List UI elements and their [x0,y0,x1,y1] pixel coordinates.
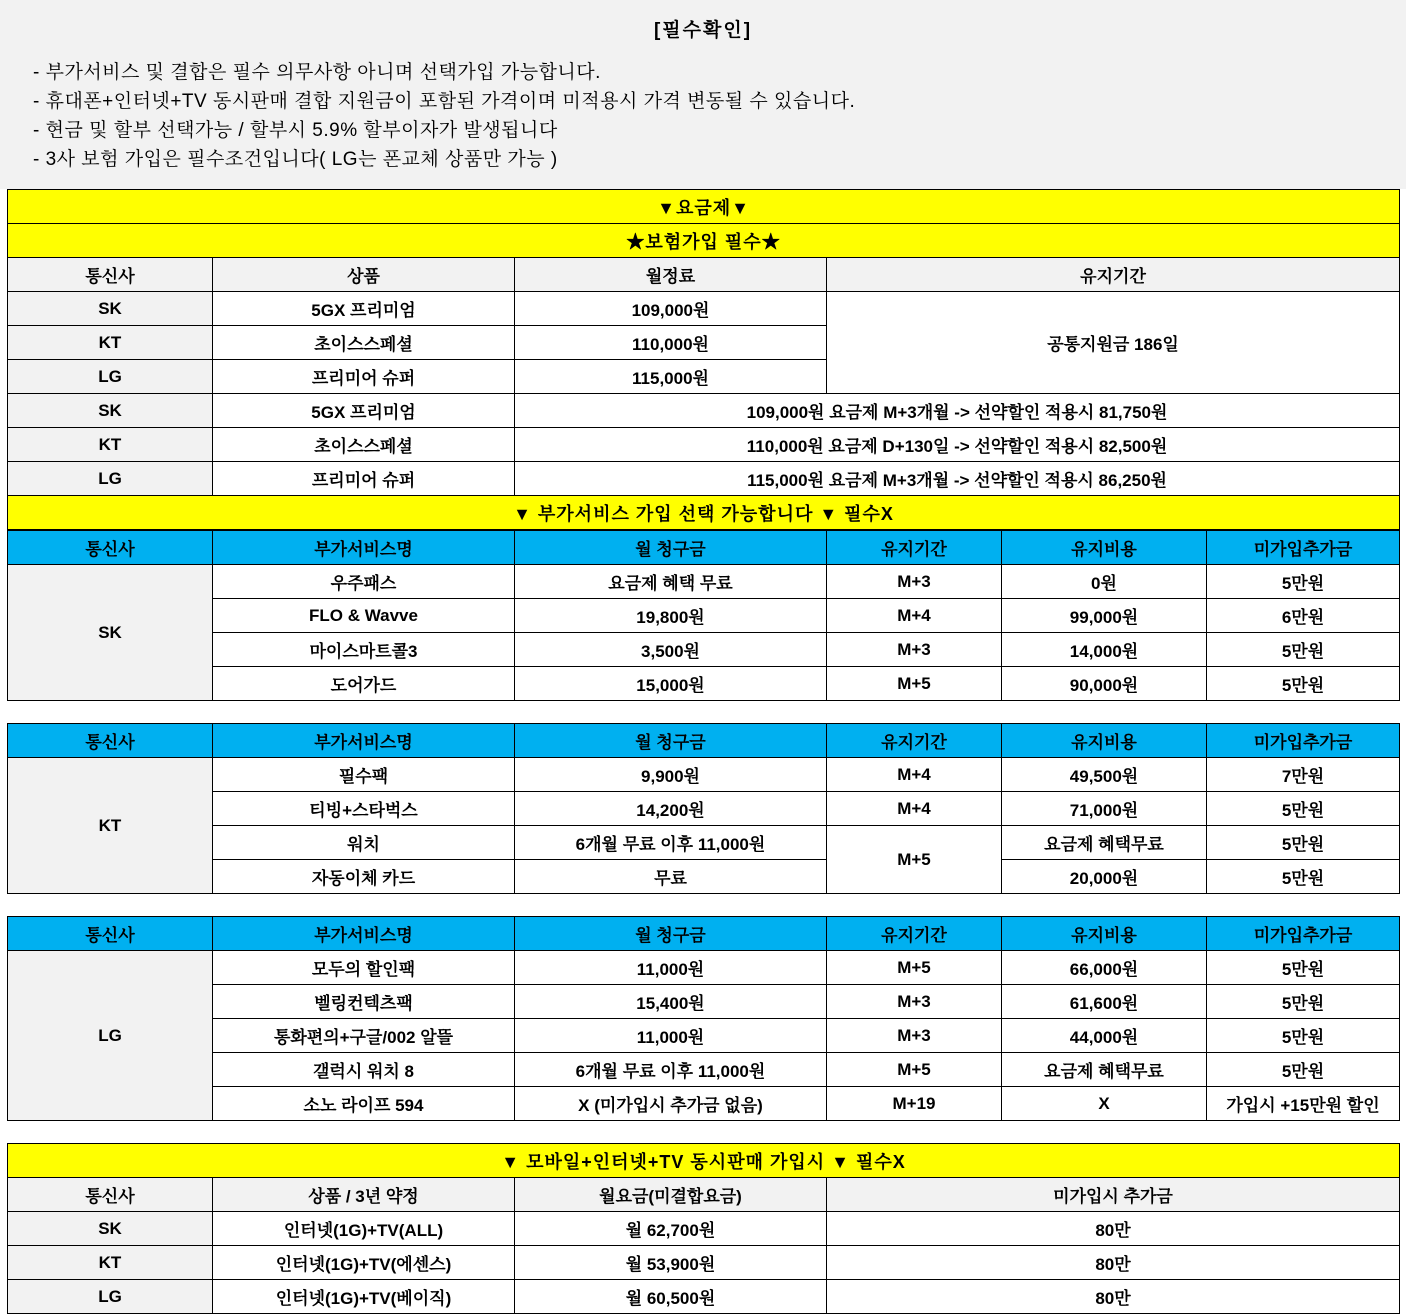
plan-discount-detail: 115,000원 요금제 M+3개월 -> 선약할인 적용시 86,250원 [515,462,1400,496]
addon-name: 자동이체 카드 [213,860,515,894]
addon-name: 갤럭시 워치 8 [213,1053,515,1087]
col-header-period: 유지기간 [827,917,1002,951]
addon-carrier-lg: LG [8,951,213,1121]
plan-product: 프리미어 슈퍼 [213,462,515,496]
addon-penalty: 가입시 +15만원 할인 [1207,1087,1400,1121]
addon-period: M+5 [827,667,1002,701]
addon-period: M+5 [827,1053,1002,1087]
col-header-addon-name: 부가서비스명 [213,724,515,758]
col-header-product: 상품 [213,258,515,292]
table-row [8,1019,1400,1053]
addon-carrier-kt: KT [8,758,213,894]
plan-table [7,189,1400,530]
addon-band-title: ▼ 부가서비스 가입 선택 가능합니다 ▼ 필수X [8,496,1400,530]
plan-band-insurance: ★보험가입 필수★ [8,224,1400,258]
combo-carrier: LG [8,1280,213,1314]
col-header-monthly: 월 청구금 [515,531,827,565]
table-row [8,1087,1400,1121]
table-row [8,565,1400,599]
addon-cost: 요금제 혜택무료 [1002,1053,1207,1087]
addon-name: 도어가드 [213,667,515,701]
addon-cost: 99,000원 [1002,599,1207,633]
addon-name: 소노 라이프 594 [213,1087,515,1121]
table-row [8,1280,1400,1314]
addon-penalty: 7만원 [1207,758,1400,792]
col-header-carrier: 통신사 [8,1178,213,1212]
addon-cost: 0원 [1002,565,1207,599]
col-header-addon-name: 부가서비스명 [213,531,515,565]
addon-penalty: 6만원 [1207,599,1400,633]
notice-line: - 휴대폰+인터넷+TV 동시판매 결합 지원금이 포함된 가격이며 미적용시 가격 변동될 수 있습니다. [33,91,856,112]
table-row [8,758,1400,792]
col-header-period: 유지기간 [827,258,1400,292]
addon-monthly: 15,400원 [515,985,827,1019]
addon-monthly: 19,800원 [515,599,827,633]
col-header-carrier: 통신사 [8,724,213,758]
addon-penalty: 5만원 [1207,565,1400,599]
addon-penalty: 5만원 [1207,667,1400,701]
addon-period: M+5 [827,951,1002,985]
addon-cost: 66,000원 [1002,951,1207,985]
table-row [8,792,1400,826]
col-header-cost: 유지비용 [1002,531,1207,565]
table-row [8,224,1400,258]
addon-period: M+3 [827,633,1002,667]
table-header-row [8,531,1400,565]
table-row [8,1212,1400,1246]
plan-product: 5GX 프리미엄 [213,394,515,428]
addon-table-kt [7,723,1400,894]
table-row [8,462,1400,496]
col-header-carrier: 통신사 [8,531,213,565]
notice-title: [필수확인] [653,20,753,41]
addon-cost: 71,000원 [1002,792,1207,826]
table-row [8,633,1400,667]
table-row [8,428,1400,462]
table-row [8,985,1400,1019]
table-header-row [8,1178,1400,1212]
addon-table-lg [7,916,1400,1121]
addon-cost: 요금제 혜택무료 [1002,826,1207,860]
table-row [8,1246,1400,1280]
combo-carrier: KT [8,1246,213,1280]
combo-penalty: 80만 [827,1246,1400,1280]
col-header-penalty: 미가입시 추가금 [827,1178,1400,1212]
plan-fee: 110,000원 [515,326,827,360]
addon-monthly: 11,000원 [515,1019,827,1053]
plan-fee: 115,000원 [515,360,827,394]
col-header-fee: 월정료 [515,258,827,292]
addon-name: 마이스마트콜3 [213,633,515,667]
combo-fee: 월 53,900원 [515,1246,827,1280]
addon-penalty: 5만원 [1207,985,1400,1019]
col-header-product: 상품 / 3년 약정 [213,1178,515,1212]
addon-name: 통화편의+구글/002 알뜰 [213,1019,515,1053]
notice-line: - 3사 보험 가입은 필수조건입니다( LG는 폰교체 상품만 가능 ) [33,149,558,170]
addon-penalty: 5만원 [1207,1053,1400,1087]
col-header-monthly: 월 청구금 [515,917,827,951]
combo-product: 인터넷(1G)+TV(베이직) [213,1280,515,1314]
plan-product: 프리미어 슈퍼 [213,360,515,394]
addon-name: FLO & Wavve [213,599,515,633]
table-header-row [8,724,1400,758]
addon-penalty: 5만원 [1207,951,1400,985]
addon-period: M+19 [827,1087,1002,1121]
addon-period: M+3 [827,565,1002,599]
col-header-cost: 유지비용 [1002,917,1207,951]
addon-name: 벨링컨텍츠팩 [213,985,515,1019]
plan-carrier: LG [8,462,213,496]
notice-list [1,58,1405,174]
addon-period: M+5 [827,826,1002,894]
addon-cost: 90,000원 [1002,667,1207,701]
combo-penalty: 80만 [827,1212,1400,1246]
addon-name: 우주패스 [213,565,515,599]
addon-monthly: 무료 [515,860,827,894]
addon-penalty: 5만원 [1207,633,1400,667]
plan-product: 초이스스페셜 [213,326,515,360]
addon-period: M+4 [827,792,1002,826]
addon-penalty: 5만원 [1207,1019,1400,1053]
col-header-monthly-fee: 월요금(미결합요금) [515,1178,827,1212]
plan-discount-detail: 110,000원 요금제 D+130일 -> 선약할인 적용시 82,500원 [515,428,1400,462]
addon-period: M+3 [827,1019,1002,1053]
combo-band-title: ▼ 모바일+인터넷+TV 동시판매 가입시 ▼ 필수X [8,1144,1400,1178]
section-gap [0,1121,1406,1143]
plan-carrier: SK [8,292,213,326]
addon-name: 필수팩 [213,758,515,792]
col-header-penalty: 미가입추가금 [1207,724,1400,758]
table-row [8,496,1400,530]
col-header-monthly: 월 청구금 [515,724,827,758]
combo-penalty: 80만 [827,1280,1400,1314]
addon-table-sk [7,530,1400,701]
addon-penalty: 5만원 [1207,826,1400,860]
table-row [8,1053,1400,1087]
plan-carrier: LG [8,360,213,394]
col-header-period: 유지기간 [827,724,1002,758]
col-header-penalty: 미가입추가금 [1207,531,1400,565]
addon-cost: 14,000원 [1002,633,1207,667]
plan-fee: 109,000원 [515,292,827,326]
plan-carrier: SK [8,394,213,428]
addon-monthly: 9,900원 [515,758,827,792]
addon-name: 모두의 할인팩 [213,951,515,985]
addon-carrier-sk: SK [8,565,213,701]
combo-carrier: SK [8,1212,213,1246]
table-row [8,951,1400,985]
section-gap [0,894,1406,916]
table-row [8,826,1400,860]
col-header-period: 유지기간 [827,531,1002,565]
addon-cost: 61,600원 [1002,985,1207,1019]
addon-monthly: 11,000원 [515,951,827,985]
plan-merged-period: 공통지원금 186일 [827,292,1400,394]
addon-cost: 49,500원 [1002,758,1207,792]
addon-monthly: 6개월 무료 이후 11,000원 [515,1053,827,1087]
combo-product: 인터넷(1G)+TV(ALL) [213,1212,515,1246]
plan-carrier: KT [8,428,213,462]
addon-monthly: X (미가입시 추가금 없음) [515,1087,827,1121]
addon-monthly: 14,200원 [515,792,827,826]
addon-name: 워치 [213,826,515,860]
table-header-row [8,258,1400,292]
addon-period: M+3 [827,985,1002,1019]
table-row [8,860,1400,894]
table-row [8,190,1400,224]
addon-cost: 20,000원 [1002,860,1207,894]
table-header-row [8,917,1400,951]
addon-monthly: 요금제 혜택 무료 [515,565,827,599]
combo-fee: 월 62,700원 [515,1212,827,1246]
col-header-carrier: 통신사 [8,917,213,951]
col-header-penalty: 미가입추가금 [1207,917,1400,951]
addon-penalty: 5만원 [1207,860,1400,894]
addon-cost: X [1002,1087,1207,1121]
col-header-carrier: 통신사 [8,258,213,292]
addon-cost: 44,000원 [1002,1019,1207,1053]
addon-penalty: 5만원 [1207,792,1400,826]
plan-carrier: KT [8,326,213,360]
addon-monthly: 6개월 무료 이후 11,000원 [515,826,827,860]
addon-monthly: 3,500원 [515,633,827,667]
col-header-cost: 유지비용 [1002,724,1207,758]
combo-fee: 월 60,500원 [515,1280,827,1314]
table-row [8,667,1400,701]
section-gap [0,701,1406,723]
notice-block [0,0,1406,189]
addon-period: M+4 [827,599,1002,633]
addon-name: 티빙+스타벅스 [213,792,515,826]
combo-table [7,1143,1400,1314]
plan-product: 5GX 프리미엄 [213,292,515,326]
notice-line: - 부가서비스 및 결합은 필수 의무사항 아니며 선택가입 가능합니다. [33,62,601,83]
notice-line: - 현금 및 할부 선택가능 / 할부시 5.9% 할부이자가 발생됩니다 [33,120,558,141]
table-row [8,292,1400,326]
table-row [8,599,1400,633]
table-row [8,1144,1400,1178]
table-row [8,394,1400,428]
addon-monthly: 15,000원 [515,667,827,701]
addon-period: M+4 [827,758,1002,792]
combo-product: 인터넷(1G)+TV(에센스) [213,1246,515,1280]
plan-discount-detail: 109,000원 요금제 M+3개월 -> 선약할인 적용시 81,750원 [515,394,1400,428]
plan-product: 초이스스페셜 [213,428,515,462]
plan-band-title: ▼요금제▼ [8,190,1400,224]
col-header-addon-name: 부가서비스명 [213,917,515,951]
